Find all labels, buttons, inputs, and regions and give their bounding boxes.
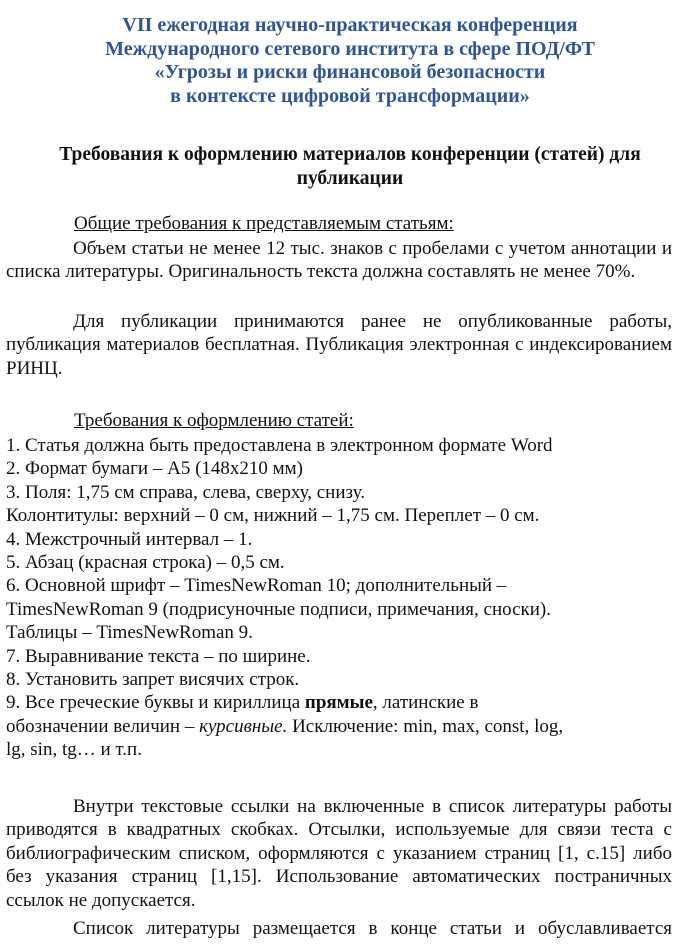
item9-text: 9. Все греческие буквы и кириллица bbox=[6, 692, 305, 714]
conference-title-line: Международного сетевого института в сфере ПОД/ФТ bbox=[105, 37, 595, 60]
references-paragraph: Внутри текстовые ссылки на включенные в список литературы работы приводятся в квадратных скобках. Отсылки, используемые для связи теста с библиографическим списком, оформляются с указанием страниц [1, с.15] либо без указания страниц [1,15]. Использование автоматических постраничных ссылок не допускается. bbox=[6, 796, 672, 911]
list-item: TimesNewRoman 9 (подрисуночные подписи, примечания, сноски). bbox=[6, 598, 551, 620]
list-item: 6. Основной шрифт – TimesNewRoman 10; дополнительный – bbox=[6, 575, 507, 597]
general-requirements-heading: Общие требования к представляемым статьям: bbox=[74, 213, 454, 234]
item9-text-cont: , латинские в bbox=[372, 692, 479, 714]
list-item: 5. Абзац (красная строка) – 0,5 см. bbox=[6, 551, 285, 573]
list-item: 2. Формат бумаги – А5 (148х210 мм) bbox=[6, 458, 304, 480]
list-item: 7. Выравнивание текста – по ширине. bbox=[6, 645, 311, 667]
item9-exceptions: Исключение: min, max, const, log, bbox=[287, 715, 564, 737]
list-item: 3. Поля: 1,75 см справа, слева, сверху, снизу. bbox=[6, 481, 365, 503]
item9-line2-text: обозначении величин – bbox=[6, 715, 200, 737]
general-paragraph-publication: Для публикации принимаются ранее не опубликованные работы, публикация материалов бесплатная. Публикация электронная с индексированием РИНЦ. bbox=[6, 311, 672, 379]
list-item: 8. Установить запрет висячих строк. bbox=[6, 668, 300, 690]
references-list-paragraph: Список литературы размещается в конце статьи и обуславливается bbox=[73, 918, 672, 939]
item9-italic-word: курсивные. bbox=[199, 715, 288, 737]
conference-title-line: «Угрозы и риски финансовой безопасности bbox=[154, 61, 546, 83]
conference-title-line: в контексте цифровой трансформации» bbox=[170, 84, 530, 107]
list-item: Таблицы – TimesNewRoman 9. bbox=[6, 622, 253, 644]
list-item: Колонтитулы: верхний – 0 см, нижний – 1,75 см. Переплет – 0 см. bbox=[6, 505, 540, 527]
conference-title bbox=[20, 14, 680, 108]
formatting-requirements-heading: Требования к оформлению статей: bbox=[74, 410, 354, 431]
list-item: 4. Межстрочный интервал – 1. bbox=[6, 528, 253, 550]
requirements-title: Требования к оформлению материалов конференции (статей) для публикации bbox=[59, 144, 641, 189]
list-item-9-line-1 bbox=[6, 691, 676, 714]
list-item: 1. Статья должна быть предоставлена в электронном формате Word bbox=[6, 435, 553, 456]
list-item-9-line-2 bbox=[6, 715, 676, 738]
conference-title-line: VII ежегодная научно-практическая конференция bbox=[122, 14, 578, 36]
item9-bold-word: прямые bbox=[304, 692, 373, 714]
general-paragraph-volume: Объем статьи не менее 12 тыс. знаков с пробелами с учетом аннотации и списка литературы. Оригинальность текста должна составлять не менее 70%. bbox=[6, 238, 672, 283]
formatting-requirements-list bbox=[6, 434, 676, 761]
list-item-9-line-3: lg, sin, tg… и т.п. bbox=[6, 739, 142, 761]
